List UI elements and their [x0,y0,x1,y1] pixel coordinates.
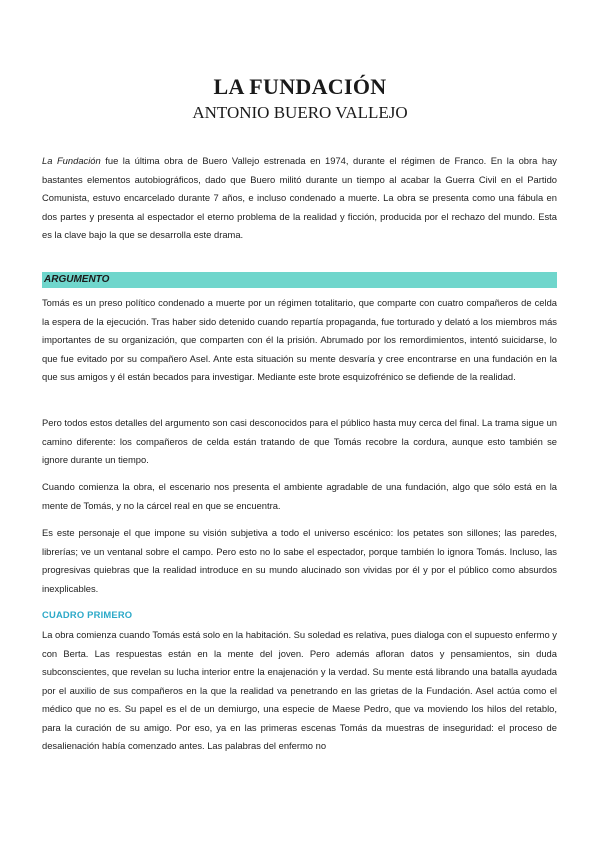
argument-paragraph-3: Cuando comienza la obra, el escenario nos presenta el ambiente agradable de una fundación, algo que sólo está en la mente de Tomás, y no la cárcel real en que se encuentra. [42,481,557,511]
work-title-italic: La Fundación [42,155,101,166]
argument-paragraph-1: Tomás es un preso político condenado a muerte por un régimen totalitario, que comparte con cuatro compañeros de celda la espera de la ejecución. Tras haber sido detenido cuando repartía propaganda, fue torturado y delató a los miembros más importantes de su organización, que comparten con él la prisión. Abrumado por los remordimientos, intentó suicidarse, lo que fue evitado por su compañero Asel. Ante esta situación su mente desvaría y cree encontrarse en una fundación en la que sus amigos y él están becados para investigar. Mediante este brote esquizofrénico se defiende de la realidad. [42,297,557,382]
section-heading-argumento: ARGUMENTO [42,272,557,288]
intro-paragraph [42,152,557,245]
argument-paragraph-2: Pero todos estos detalles del argumento son casi desconocidos para el público hasta muy cerca del final. La trama sigue un camino diferente: los compañeros de celda están tratando de que Tomás recobre la cordura, aunque esto también se ignore durante un tiempo. [42,417,557,465]
document-author: ANTONIO BUERO VALLEJO [192,103,408,122]
argument-paragraph-4: Es este personaje el que impone su visión subjetiva a todo el universo escénico: los petates son sillones; las paredes, librerías; ve un ventanal sobre el campo. Pero esto no lo sabe el espectador, porque también lo ignora Tomás. Incluso, las progresivas quiebras que la realidad introduce en su mundo alucinado son vividas por él y por el público como absurdos inexplicables. [42,527,557,594]
intro-text: fue la última obra de Buero Vallejo estrenada en 1974, durante el régimen de Franco. En la obra hay bastantes elementos autobiográficos, dado que Buero militó durante un tiempo al acabar la Guerra Civil en el Partido Comunista, estuvo encarcelado durante 7 años, e incluso condenado a muerte. La obra se presenta como una fábula en dos partes y presenta al espectador el eterno problema de la realidad y ficción, producida por el rechazo del mundo. Esta es la clave bajo la que se desarrolla este drama. [42,155,557,240]
cuadro-paragraph: La obra comienza cuando Tomás está solo en la habitación. Su soledad es relativa, pues dialoga con el supuesto enfermo y con Berta. Las respuestas están en la mente del joven. Pero además afloran datos y pensamientos, sin duda subconscientes, que revelan su lucha interior entre la enajenación y la verdad. Su mente está librando una batalla ayudada por el auxilio de sus compañeros en la que la realidad va penetrando en las grietas de la Fundación. Asel actúa como el médico que no es. Su papel es el de un demiurgo, una especie de Maese Pedro, que va moviendo los hilos del retablo, para la curación de su amigo. Por eso, ya en las primeras escenas Tomás da muestras de inseguridad: el proceso de desalienación había comenzado antes. Las palabras del enfermo no [42,629,557,751]
subheading-cuadro-primero: CUADRO PRIMERO [42,609,133,620]
document-title: LA FUNDACIÓN [213,74,387,99]
